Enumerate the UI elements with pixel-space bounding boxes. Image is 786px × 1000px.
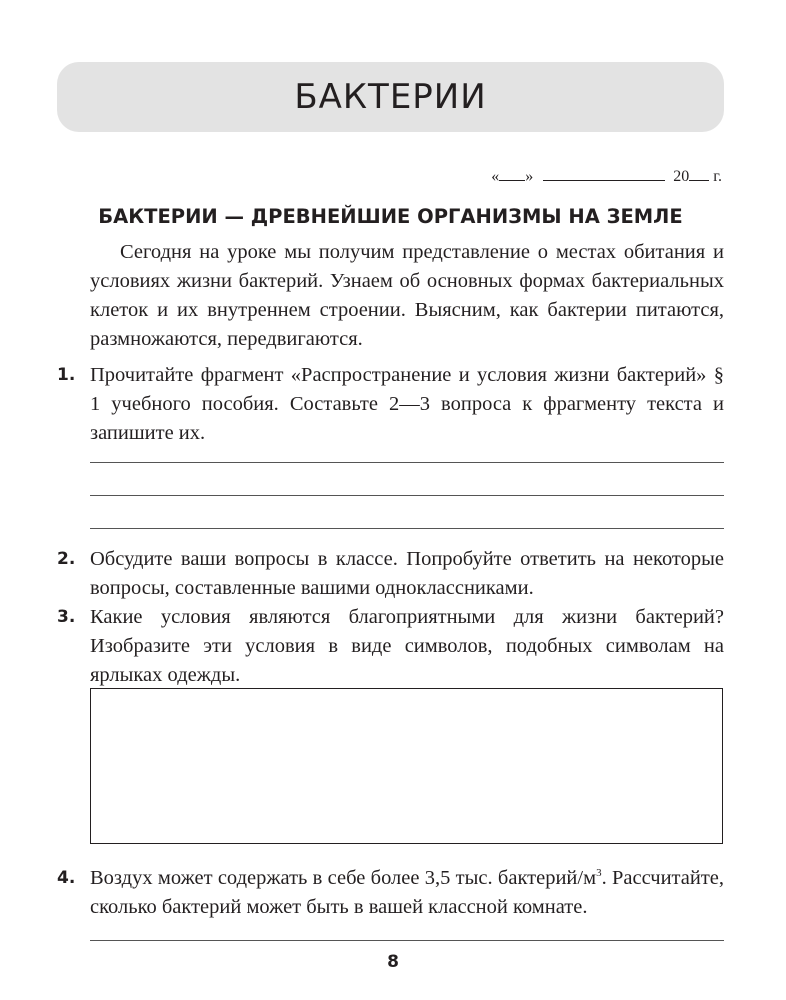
answer-line-2[interactable] [90, 495, 724, 496]
task-text: Какие условия являются благоприятными для жизни бактерий? Изобразите эти условия в виде символов, подобных символам на ярлыках одежды. [90, 606, 724, 686]
task-text: Обсудите ваши вопросы в классе. Попробуйте ответить на некоторые вопросы, составленные вашими одноклассниками. [90, 548, 724, 599]
answer-line-3[interactable] [90, 528, 724, 529]
date-close-quote: » [525, 168, 534, 185]
task-number: 4. [57, 868, 76, 888]
task-number: 3. [57, 607, 76, 627]
year-suffix: г. [713, 168, 722, 185]
task-text-part: . Рассчитайте, сколько бактерий может быть в вашей классной комнате. [90, 867, 725, 918]
year-prefix: 20 [673, 168, 690, 185]
answer-line-4[interactable] [90, 940, 724, 941]
date-open-quote: « [491, 168, 500, 185]
task-text [90, 864, 724, 922]
date-field [491, 168, 722, 186]
section-heading: БАКТЕРИИ — ДРЕВНЕЙШИЕ ОРГАНИЗМЫ НА ЗЕМЛЕ [98, 205, 683, 228]
task-text: Прочитайте фрагмент «Распространение и условия жизни бактерий» § 1 учебного пособия. Составьте 2—3 вопроса к фрагменту текста и запишите их. [90, 364, 724, 444]
day-blank[interactable] [499, 168, 525, 181]
page-number: 8 [387, 952, 399, 972]
drawing-answer-box[interactable] [90, 688, 723, 844]
intro-paragraph: Сегодня на уроке мы получим представление о местах обитания и условиях жизни бактерий. Узнаем об основных формах бактериальных клеток и их внутреннем строении. Выясним, как бактерии питаются, размножаются, передвигаются. [90, 241, 724, 350]
task-number: 2. [57, 549, 76, 569]
task-number: 1. [57, 365, 76, 385]
year-blank[interactable] [689, 168, 709, 181]
page-title: БАКТЕРИИ [294, 77, 487, 117]
superscript: 3 [596, 867, 602, 880]
month-blank[interactable] [543, 168, 665, 181]
task-text-part: Воздух может содержать в себе более 3,5 тыс. бактерий/м [90, 867, 597, 889]
title-banner [57, 62, 724, 132]
answer-line-1[interactable] [90, 462, 724, 463]
